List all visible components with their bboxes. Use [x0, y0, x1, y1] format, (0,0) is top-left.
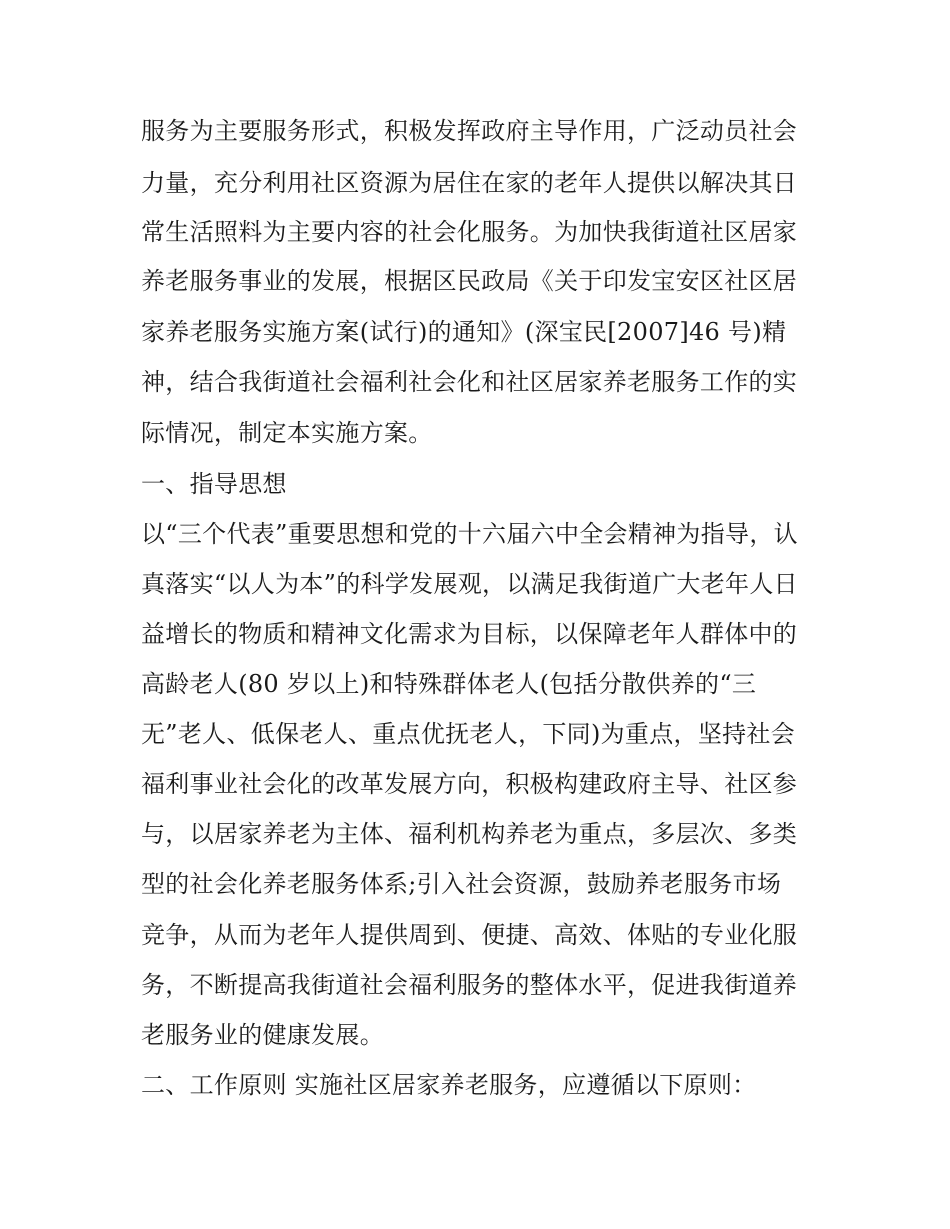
- paragraph-line: 神，结合我街道社会福利社会化和社区居家养老服务工作的实: [141, 368, 798, 396]
- paragraph-line: 服务为主要服务形式，积极发挥政府主导作用，广泛动员社会: [141, 117, 798, 145]
- paragraph-line: 常生活照料为主要内容的社会化服务。为加快我街道社区居家: [141, 218, 798, 246]
- paragraph-line: 福利事业社会化的改革发展方向，积极构建政府主导、社区参: [141, 770, 798, 798]
- paragraph-line: 型的社会化养老服务体系;引入社会资源，鼓励养老服务市场: [141, 870, 782, 898]
- section-heading: 二、工作原则 实施社区居家养老服务，应遵循以下原则：: [141, 1071, 757, 1099]
- paragraph-line: 养老服务事业的发展，根据区民政局《关于印发宝安区社区居: [141, 267, 798, 295]
- paragraph-line: 真落实“以人为本”的科学发展观，以满足我街道广大老年人日: [141, 570, 798, 598]
- section-heading: 一、指导思想: [141, 470, 287, 498]
- paragraph-line: 际情况，制定本实施方案。: [141, 419, 433, 447]
- paragraph-line: 竞争，从而为老年人提供周到、便捷、高效、体贴的专业化服: [141, 921, 798, 949]
- paragraph-line: 老服务业的健康发展。: [141, 1021, 384, 1049]
- paragraph-line: 以“三个代表”重要思想和党的十六届六中全会精神为指导，认: [141, 520, 798, 548]
- paragraph-line: 益增长的物质和精神文化需求为目标，以保障老年人群体中的: [141, 620, 798, 648]
- paragraph-line: 高龄老人(80 岁以上)和特殊群体老人(包括分散供养的“三: [141, 670, 757, 698]
- paragraph-line: 与，以居家养老为主体、福利机构养老为重点，多层次、多类: [141, 820, 798, 848]
- paragraph-line: 无”老人、低保老人、重点优抚老人，下同)为重点，坚持社会: [141, 720, 796, 748]
- paragraph-line: 家养老服务实施方案(试行)的通知》(深宝民[2007]46 号)精: [141, 318, 787, 346]
- paragraph-line: 务，不断提高我街道社会福利服务的整体水平，促进我街道养: [141, 971, 798, 999]
- paragraph-line: 力量，充分利用社区资源为居住在家的老年人提供以解决其日: [141, 169, 798, 197]
